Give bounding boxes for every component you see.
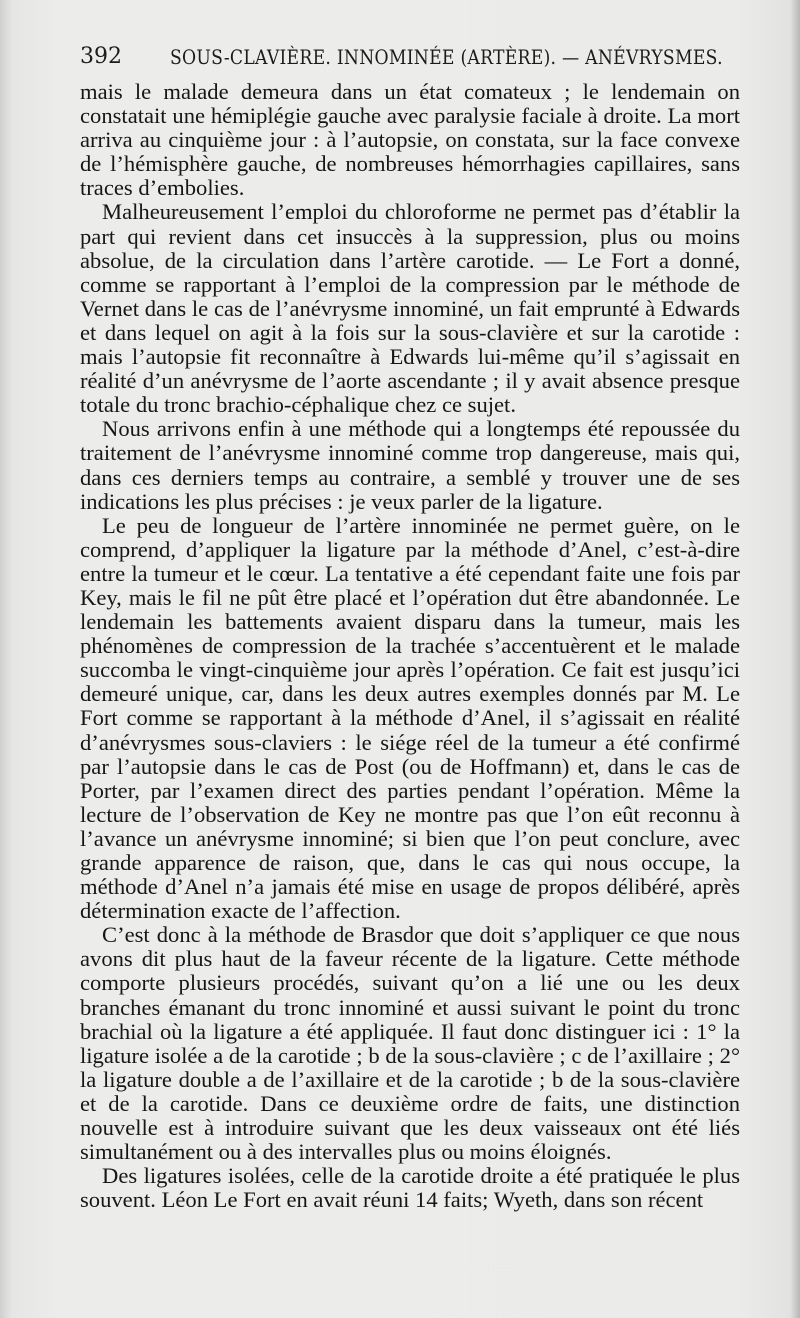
paragraph-2: Malheureusement l’emploi du chloroforme ne permet pas d’établir la part qui revient dans cet insuccès à la suppression, plus ou moins absolue, de la circulation dans l’artère carotide. — Le Fort a donné, comme se rapportant à l’emploi de la compression par le méthode de Vernet dans le cas de l’anévrysme innominé, un fait emprunté à Edwards et dans lequel on agit à la fois sur la sous-clavière et sur la carotide : mais l’autopsie fit reconnaître à Edwards lui-même qu’il s’agissait en réalité d’un anévrysme de l’aorte ascendante ; il y avait absence presque totale du tronc brachio-céphalique chez ce sujet. (80, 199, 740, 418)
page-header (80, 44, 740, 74)
paragraph-3: Nous arrivons enfin à une méthode qui a longtemps été repoussée du traitement de l’anévrysme innominé comme trop dangereuse, mais qui, dans ces derniers temps au contraire, a semblé y trouver une de ses indications les plus précises : je veux parler de la ligature. (80, 416, 740, 514)
paragraph-6: Des ligatures isolées, celle de la carotide droite a été pratiquée le plus souvent. Léon Le Fort en avait réuni 14 faits; Wyeth, dans son récent (80, 1163, 740, 1213)
page-edge-shadow (790, 0, 800, 1318)
running-title: SOUS-CLAVIÈRE. INNOMINÉE (ARTÈRE). — ANÉVRYSMES. (170, 45, 723, 69)
page-number: 392 (80, 44, 122, 69)
paragraph-4: Le peu de longueur de l’artère innominée ne permet guère, on le comprend, d’appliquer la ligature par la méthode d’Anel, c’est-à-dire entre la tumeur et le cœur. La tentative a été cependant faite une fois par Key, mais le fil ne pût être placé et l’opération dut être abandonnée. Le lendemain les battements avaient disparu dans la tumeur, mais les phénomènes de compression de la trachée s’accentuèrent et le malade succomba le vingt-cinquième jour après l’opération. Ce fait est jusqu’ici demeuré unique, car, dans les deux autres exemples donnés par M. Le Fort comme se rapportant à la méthode d’Anel, il s’agissait en réalité d’anévrysmes sous-claviers : le siége réel de la tumeur a été confirmé par l’autopsie dans le cas de Post (ou de Hoffmann) et, dans le cas de Porter, par l’examen direct des parties pendant l’opération. Même la lecture de l’observation de Key ne montre pas que l’on eût reconnu à l’avance un anévrysme innominé; si bien que l’on peut conclure, avec grande apparence de raison, que, dans le cas qui nous occupe, la méthode d’Anel n’a jamais été mise en usage de propos délibéré, après détermination exacte de l’affection. (80, 512, 740, 924)
paragraph-5: C’est donc à la méthode de Brasdor que doit s’appliquer ce que nous avons dit plus haut de la faveur récente de la ligature. Cette méthode comporte plusieurs procédés, suivant qu’on a lié une ou les deux branches émanant du tronc innominé et aussi suivant le point du tronc brachial où la ligature a été appliquée. Il faut donc distinguer ici : 1° la ligature isolée a de la carotide ; b de la sous-clavière ; c de l’axillaire ; 2° la ligature double a de l’axillaire et de la carotide ; b de la sous-clavière et de la carotide. Dans ce deuxième ordre de faits, une distinction nouvelle est à introduire suivant que les deux vaisseaux ont été liés simultanément ou à des intervalles plus ou moins éloignés. (80, 922, 740, 1165)
paragraph-1: mais le malade demeura dans un état comateux ; le lendemain on constatait une hémiplégie gauche avec paralysie faciale à droite. La mort arriva au cinquième jour : à l’autopsie, on constata, sur la face convexe de l’hémisphère gauche, de nombreuses hémorrhagies capillaires, sans traces d’embolies. (80, 79, 740, 201)
body-text (80, 80, 740, 1212)
